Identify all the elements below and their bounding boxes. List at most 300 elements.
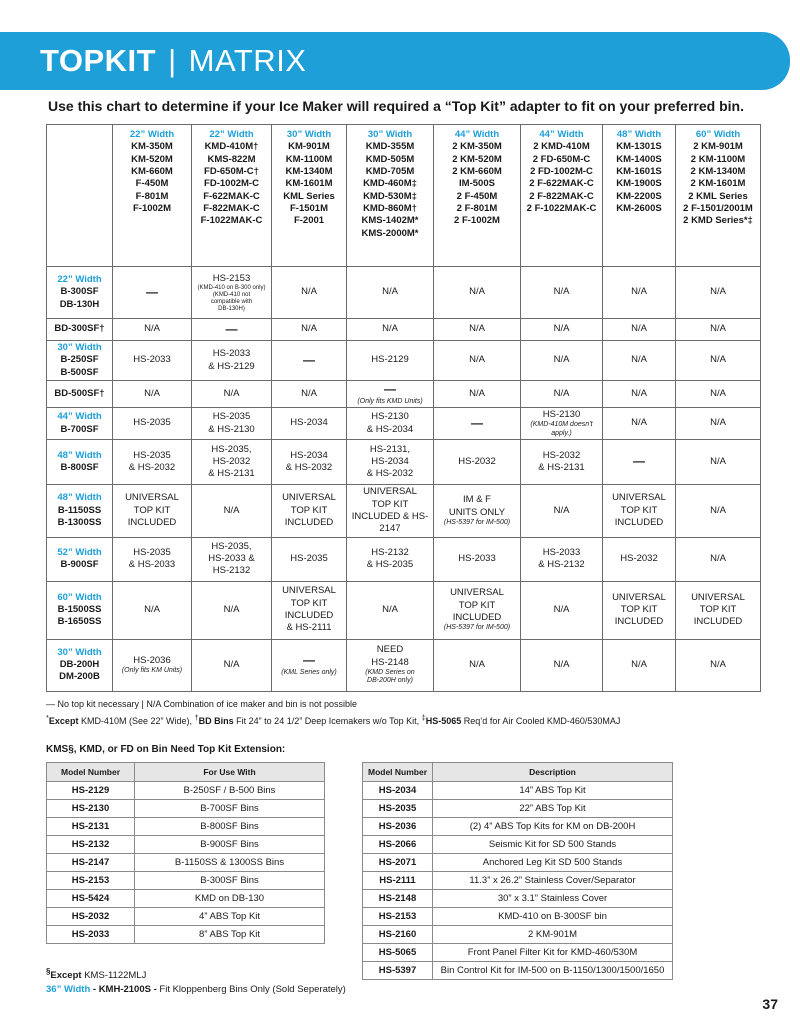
kit-text: N/A xyxy=(553,354,570,366)
kit-text: HS-2132 xyxy=(212,565,251,577)
kit-text: INCLUDED xyxy=(452,612,502,623)
icemaker-model: 2 FD-1002M-C xyxy=(530,166,593,178)
kit-text: N/A xyxy=(710,354,726,366)
icemaker-model: F-2001 xyxy=(293,215,325,227)
kit-note: (Only fits KMD Units) xyxy=(357,397,423,405)
hs5065-label: HS-5065 xyxy=(425,715,462,726)
compatibility-cell xyxy=(434,581,521,639)
icemaker-model: KMD-530M‡ xyxy=(363,190,417,202)
kit-text: HS-2034 xyxy=(290,449,328,461)
compatibility-cell xyxy=(603,581,676,639)
compatibility-cell xyxy=(603,537,676,581)
icemaker-model: KM-2200S xyxy=(616,190,662,202)
kit-description: B-900SF Bins xyxy=(135,836,325,854)
bin-width-label: 48” Width xyxy=(57,449,102,461)
compatibility-cell xyxy=(272,537,347,581)
kit-model-number: HS-2130 xyxy=(47,800,135,818)
title-separator: | xyxy=(168,43,177,78)
icemaker-model: F-1002M xyxy=(132,203,171,215)
kit-text: N/A xyxy=(223,603,240,615)
kit-text: INCLUDED xyxy=(284,517,334,529)
kit-text: HS-2032 xyxy=(542,449,581,461)
double-dagger-mark: ‡ xyxy=(421,712,426,722)
compatibility-cell xyxy=(347,537,434,581)
kit-text: UNIVERSAL xyxy=(612,492,666,504)
kit-text: N/A xyxy=(710,658,726,670)
compatibility-cell xyxy=(113,639,192,691)
kit-note: (KMD-410 on B-300 only) xyxy=(197,284,266,291)
compatibility-cell xyxy=(676,319,761,341)
kit-text: HS-2131, xyxy=(369,443,411,455)
kit-model-number: HS-2032 xyxy=(47,908,135,926)
kit-text: N/A xyxy=(301,387,317,399)
compatibility-cell xyxy=(521,319,603,341)
extension-header-use: For Use With xyxy=(135,763,325,782)
kit-text: UNIVERSAL xyxy=(691,591,745,603)
dagger-mark: † xyxy=(194,712,199,722)
icemaker-model: 2 KMD-410M xyxy=(533,141,590,153)
bin-row-header xyxy=(47,341,113,381)
kit-text: INCLUDED xyxy=(127,517,177,529)
kit-text: UNIVERSAL xyxy=(450,587,504,599)
column-width-label: 48” Width xyxy=(616,129,662,140)
compatibility-cell xyxy=(347,639,434,691)
compatibility-cell xyxy=(272,485,347,537)
extension-kit-row xyxy=(47,836,325,854)
kit-description: 11.3” x 26.2” Stainless Cover/Separator xyxy=(433,872,673,890)
icemaker-model: F-801M xyxy=(135,190,169,202)
kit-text: HS-2035 xyxy=(133,417,171,429)
accessory-kits-table xyxy=(362,762,673,980)
icemaker-model: KM-1601S xyxy=(616,166,662,178)
bin-model: B-1500SS xyxy=(57,603,102,615)
icemaker-model: KM-1340M xyxy=(285,166,333,178)
compatibility-cell xyxy=(521,440,603,485)
kit-text: HS-2032 xyxy=(620,552,658,564)
accessory-header-description: Description xyxy=(433,763,673,782)
kit-text: N/A xyxy=(469,323,485,335)
title-banner xyxy=(0,32,790,90)
compatibility-cell xyxy=(603,440,676,485)
accessory-kit-row xyxy=(363,800,673,818)
accessory-kit-row xyxy=(363,926,673,944)
icemaker-model: 2 F-801M xyxy=(456,203,498,215)
kit-text: HS-2036 xyxy=(133,654,171,666)
bin-model: B-800SF xyxy=(60,462,99,474)
bin-width-label: 44” Width xyxy=(57,411,102,423)
icemaker-model: 2 KM-1601M xyxy=(690,178,746,190)
kit-text: N/A xyxy=(223,658,240,670)
compatibility-cell xyxy=(347,440,434,485)
compatibility-cell xyxy=(521,639,603,691)
accessory-header-row xyxy=(363,763,673,782)
kit-text: TOP KIT xyxy=(699,603,737,615)
bin-width-label: 52” Width xyxy=(57,546,102,558)
bin-row xyxy=(47,408,761,440)
bin-model: B-1650SS xyxy=(57,616,102,628)
kit-model-number: HS-2066 xyxy=(363,836,433,854)
extension-kit-row xyxy=(47,818,325,836)
kit-note: (KMD-410 not xyxy=(212,291,251,298)
bin-model: DB-200H xyxy=(59,658,100,670)
kit-text: HS-2034 xyxy=(290,417,328,429)
kit-text: & HS-2034 xyxy=(366,423,414,435)
kit-description: 8” ABS Top Kit xyxy=(135,926,325,944)
bin-width-label: 60” Width xyxy=(57,591,102,603)
kit-text: UNITS ONLY xyxy=(448,506,506,518)
bin-row xyxy=(47,581,761,639)
hs5065-text: Req’d for Air Cooled KMD-460/530MAJ xyxy=(461,715,621,726)
compatibility-cell xyxy=(603,267,676,319)
bin-row-header xyxy=(47,537,113,581)
bin-row xyxy=(47,440,761,485)
kit-text: N/A xyxy=(631,417,647,429)
compatibility-cell xyxy=(603,381,676,408)
kit-text: TOP KIT xyxy=(620,504,658,516)
kit-text: & HS-2032 xyxy=(285,462,333,474)
star-mark: * xyxy=(46,712,49,722)
page-number: 37 xyxy=(762,996,778,1012)
icemaker-model: KM-901M xyxy=(288,141,330,153)
kit-text: TOP KIT xyxy=(290,597,328,609)
instruction-text: Use this chart to determine if your Ice Maker will required a “Top Kit” adapter to fit on your preferred bin. xyxy=(48,98,744,114)
kit-text: N/A xyxy=(553,658,570,670)
kit-text: N/A xyxy=(631,387,647,399)
kit-text: & HS-2131 xyxy=(538,462,585,474)
kit-text: HS-2132 xyxy=(371,546,409,558)
legend-note: — No top kit necessary | N/A Combination of ice maker and bin is not possible xyxy=(46,699,357,709)
kit-model-number: HS-2131 xyxy=(47,818,135,836)
compatibility-cell xyxy=(347,319,434,341)
accessory-kit-row xyxy=(363,962,673,980)
compatibility-cell xyxy=(434,639,521,691)
icemaker-column-header xyxy=(272,125,347,267)
kit-text: N/A xyxy=(553,286,570,298)
kit-text: & HS-2129 xyxy=(208,360,255,372)
kit-text: HS-2035, xyxy=(211,540,252,552)
column-width-label: 22” Width xyxy=(209,129,254,140)
kit-note: (KMD-410M doesn’t apply.) xyxy=(530,421,593,437)
icemaker-model: 2 KM-660M xyxy=(452,166,502,178)
kit-text: TOP KIT xyxy=(620,603,658,615)
kit-text: HS-2034 xyxy=(371,455,409,467)
kit-text: & HS-2111 xyxy=(286,622,332,634)
accessory-kit-row xyxy=(363,818,673,836)
section-mark: § xyxy=(46,967,51,976)
kit-description: 14” ABS Top Kit xyxy=(433,782,673,800)
kit-text: HS-2033 xyxy=(458,552,496,564)
icemaker-model: 2 F-1002M xyxy=(454,215,500,227)
kit-description: (2) 4” ABS Top Kits for KM on DB-200H xyxy=(433,818,673,836)
compatibility-cell xyxy=(434,440,521,485)
bin-width-label: 22” Width xyxy=(57,273,102,285)
bin-model: B-1300SS xyxy=(57,517,102,529)
compatibility-cell xyxy=(272,319,347,341)
accessory-kit-row xyxy=(363,872,673,890)
compatibility-cell xyxy=(434,341,521,381)
notes-section xyxy=(46,698,766,728)
kit-text: & HS-2032 xyxy=(366,468,414,480)
compatibility-cell xyxy=(113,537,192,581)
bin-model: B-500SF xyxy=(60,366,99,378)
icemaker-model: FD-1002M-C xyxy=(204,178,259,190)
bin-model: DB-130H xyxy=(59,298,100,310)
kit-text: N/A xyxy=(301,323,317,335)
kit-text: HS-2033 xyxy=(212,348,251,360)
kit-text: N/A xyxy=(469,286,485,298)
no-kit-dash: — xyxy=(633,454,645,469)
footer-kmh-model: - KMH-2100S - xyxy=(90,983,160,995)
footer-kmh-line xyxy=(46,983,346,997)
compatibility-cell xyxy=(347,267,434,319)
compatibility-cell xyxy=(347,485,434,537)
except-label: Except xyxy=(48,715,79,726)
kit-text: N/A xyxy=(553,387,570,399)
bin-width-label: 48” Width xyxy=(57,492,102,504)
icemaker-model: KM-1400S xyxy=(616,153,662,165)
compatibility-cell xyxy=(521,581,603,639)
compatibility-cell xyxy=(113,341,192,381)
kit-note: (Only fits KM Units) xyxy=(121,667,183,674)
compatibility-cell xyxy=(113,408,192,440)
compatibility-cell xyxy=(192,319,272,341)
extension-kit-row xyxy=(47,854,325,872)
no-kit-dash: — xyxy=(146,284,158,299)
compatibility-cell xyxy=(192,341,272,381)
kit-model-number: HS-5065 xyxy=(363,944,433,962)
icemaker-model: F-450M xyxy=(135,178,169,190)
kit-text: N/A xyxy=(710,323,726,335)
compatibility-cell xyxy=(347,408,434,440)
kit-description: B-300SF Bins xyxy=(135,872,325,890)
kit-text: HS-2033 & xyxy=(208,552,255,564)
compatibility-cell xyxy=(272,341,347,381)
kit-text: HS-2032 xyxy=(212,455,251,467)
icemaker-model: KM-350M xyxy=(131,141,173,153)
kit-model-number: HS-2153 xyxy=(47,872,135,890)
icemaker-model: IM-500S xyxy=(459,178,495,190)
kit-text: N/A xyxy=(144,387,160,399)
kit-description: B-700SF Bins xyxy=(135,800,325,818)
kit-text: N/A xyxy=(710,455,726,467)
bd-bins-text: Fit 24” to 24 1/2” Deep Icemakers w/o Top Kit, xyxy=(233,715,422,726)
compatibility-cell xyxy=(113,581,192,639)
icemaker-model: KMS-822M xyxy=(207,153,256,165)
kit-note: compatible with xyxy=(210,298,253,305)
icemaker-model: KMD-460M‡ xyxy=(363,178,417,190)
compatibility-cell xyxy=(192,537,272,581)
icemaker-model: 2 F-1022MAK-C xyxy=(526,203,597,215)
kit-text: N/A xyxy=(382,323,398,335)
compatibility-cell xyxy=(603,485,676,537)
compatibility-cell xyxy=(192,440,272,485)
compatibility-cell xyxy=(113,319,192,341)
kit-text: TOP KIT xyxy=(458,599,496,611)
icemaker-model: KM-520M xyxy=(131,153,173,165)
accessory-kit-row xyxy=(363,908,673,926)
icemaker-model: F-822MAK-C xyxy=(203,203,260,215)
compatibility-cell xyxy=(676,408,761,440)
compatibility-cell xyxy=(272,639,347,691)
accessory-kit-row xyxy=(363,782,673,800)
bin-model: BD-300SF† xyxy=(54,323,105,335)
compatibility-cell xyxy=(434,485,521,537)
bin-row xyxy=(47,319,761,341)
kit-text: N/A xyxy=(631,354,647,366)
compatibility-cell xyxy=(521,537,603,581)
kit-text: TOP KIT xyxy=(290,504,328,516)
kit-text: N/A xyxy=(382,603,398,615)
icemaker-model: KM-660M xyxy=(131,166,173,178)
kit-text: TOP KIT xyxy=(133,504,171,516)
kit-text: N/A xyxy=(144,323,160,335)
matrix-body xyxy=(47,267,761,692)
compatibility-cell xyxy=(113,440,192,485)
bin-model: B-900SF xyxy=(60,559,99,571)
compatibility-cell xyxy=(603,341,676,381)
page-title xyxy=(40,43,306,79)
bin-width-label: 30” Width xyxy=(57,342,102,353)
icemaker-model: 2 KM-1100M xyxy=(690,153,746,165)
column-width-label: 22” Width xyxy=(129,129,175,140)
extension-kit-row xyxy=(47,890,325,908)
kit-model-number: HS-2111 xyxy=(363,872,433,890)
icemaker-model: KMD-410M† xyxy=(204,141,259,153)
kit-text: UNIVERSAL xyxy=(125,492,179,504)
kit-text: N/A xyxy=(469,354,485,366)
kit-text: HS-2130 xyxy=(371,411,409,423)
bin-model: B-250SF xyxy=(60,354,99,366)
extension-kit-row xyxy=(47,908,325,926)
kit-text: & HS-2131 xyxy=(208,468,255,480)
bin-width-label: 30” Width xyxy=(57,646,102,658)
kit-description: Front Panel Filter Kit for KMD-460/530M xyxy=(433,944,673,962)
bin-row-header xyxy=(47,639,113,691)
icemaker-model: 2 F-822MAK-C xyxy=(529,190,594,202)
bin-row xyxy=(47,537,761,581)
compatibility-cell xyxy=(603,319,676,341)
accessory-kit-row xyxy=(363,854,673,872)
kit-text: HS-2148 xyxy=(371,656,409,668)
extension-header-model: Model Number xyxy=(47,763,135,782)
icemaker-model: 2 KM-350M xyxy=(452,141,502,153)
compatibility-cell xyxy=(272,408,347,440)
icemaker-model: KMD-705M xyxy=(365,166,415,178)
footer-except-label: Except xyxy=(50,970,82,982)
column-width-label: 44” Width xyxy=(539,129,584,140)
kit-model-number: HS-5424 xyxy=(47,890,135,908)
compatibility-cell xyxy=(521,267,603,319)
kit-model-number: HS-2129 xyxy=(47,782,135,800)
icemaker-model: KMS-2000M* xyxy=(361,227,419,239)
icemaker-column-header xyxy=(676,125,761,267)
compatibility-cell xyxy=(521,381,603,408)
kit-text: HS-2032 xyxy=(458,455,496,467)
no-kit-dash: — xyxy=(225,321,238,336)
bin-row xyxy=(47,381,761,408)
bin-row xyxy=(47,639,761,691)
icemaker-model: KML Series xyxy=(283,190,335,202)
compatibility-cell xyxy=(676,537,761,581)
extension-kits-table xyxy=(46,762,325,944)
kit-description: Bin Control Kit for IM-500 on B-1150/1300/1500/1650 xyxy=(433,962,673,980)
kit-text: N/A xyxy=(223,504,240,516)
kit-text: N/A xyxy=(710,552,726,564)
kit-text: HS-2035 xyxy=(133,546,171,558)
kit-model-number: HS-2153 xyxy=(363,908,433,926)
footer-except-text: KMS-1122MLJ xyxy=(81,970,147,982)
compatibility-cell xyxy=(192,639,272,691)
kit-text: TOP KIT xyxy=(371,498,409,510)
kit-model-number: HS-2034 xyxy=(363,782,433,800)
kit-text: HS-2130 xyxy=(542,409,581,421)
kit-text: UNIVERSAL xyxy=(612,591,666,603)
icemaker-model: F-622MAK-C xyxy=(203,190,260,202)
bin-row xyxy=(47,341,761,381)
kit-model-number: HS-2132 xyxy=(47,836,135,854)
accessory-header-model: Model Number xyxy=(363,763,433,782)
icemaker-model: KMD-860M† xyxy=(363,203,417,215)
kit-text: N/A xyxy=(631,658,647,670)
compatibility-cell xyxy=(192,408,272,440)
compatibility-cell xyxy=(521,408,603,440)
icemaker-model: KMD-505M xyxy=(365,153,415,165)
kit-text: N/A xyxy=(144,603,160,615)
compatibility-cell xyxy=(272,267,347,319)
matrix-corner-cell xyxy=(47,125,113,267)
extension-kit-row xyxy=(47,872,325,890)
extension-kit-row xyxy=(47,926,325,944)
title-brand: TOPKIT xyxy=(40,43,157,78)
bin-model: BD-500SF† xyxy=(54,387,105,399)
kit-text: INCLUDED xyxy=(614,517,664,529)
kit-text: N/A xyxy=(710,504,726,516)
icemaker-column-header xyxy=(192,125,272,267)
compatibility-cell xyxy=(676,639,761,691)
footer-36-width: 36” Width xyxy=(46,983,91,995)
compatibility-cell xyxy=(272,381,347,408)
kit-text: IM & F xyxy=(463,494,491,506)
icemaker-model: 2 F-1501/2001M xyxy=(683,203,753,215)
kit-description: KMD-410 on B-300SF bin xyxy=(433,908,673,926)
extension-kit-row xyxy=(47,782,325,800)
bin-row-header xyxy=(47,381,113,408)
kit-description: 22” ABS Top Kit xyxy=(433,800,673,818)
extension-kit-row xyxy=(47,800,325,818)
kit-text: INCLUDED xyxy=(284,610,334,622)
kit-text: HS-2035 xyxy=(212,411,251,423)
accessory-kit-row xyxy=(363,836,673,854)
no-kit-dash: — xyxy=(471,415,483,430)
icemaker-model: KM-1301S xyxy=(616,141,662,153)
icemaker-model: KM-2600S xyxy=(616,203,662,215)
title-section: MATRIX xyxy=(188,43,307,78)
kit-text: INCLUDED & HS-2147 xyxy=(351,510,429,535)
compatibility-cell xyxy=(192,381,272,408)
column-width-label: 30” Width xyxy=(286,129,332,140)
kit-text: INCLUDED xyxy=(614,616,664,628)
icemaker-model: 2 F-622MAK-C xyxy=(529,178,594,190)
icemaker-model: F-1501M xyxy=(289,203,328,215)
kit-text: & HS-2132 xyxy=(538,559,585,571)
kit-description: 30” x 3.1” Stainless Cover xyxy=(433,890,673,908)
kit-note: (KMD Series on xyxy=(365,668,415,676)
column-width-label: 60” Width xyxy=(695,129,741,140)
accessory-kit-row xyxy=(363,944,673,962)
compatibility-cell xyxy=(347,581,434,639)
kit-text: N/A xyxy=(710,387,726,399)
kit-text: HS-2035, xyxy=(211,443,252,455)
